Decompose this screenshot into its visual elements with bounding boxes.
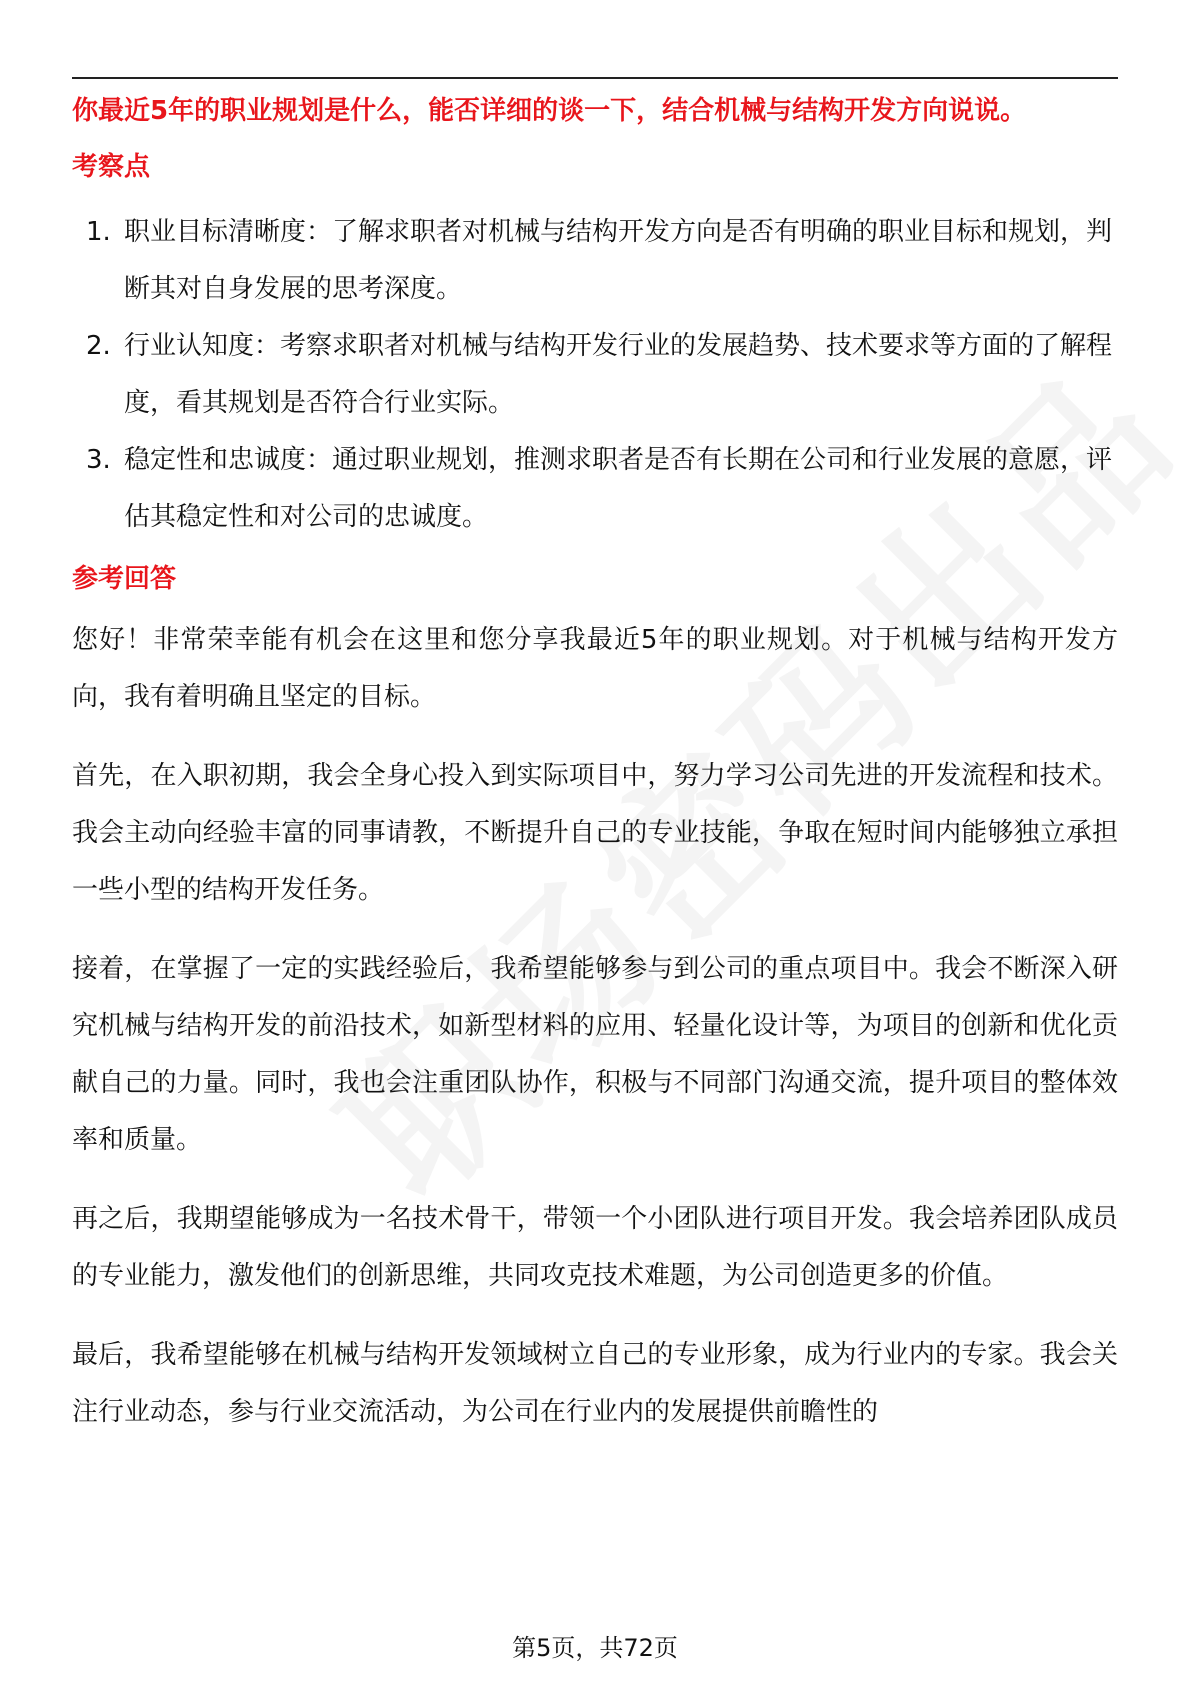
- list-item-number: 3.: [86, 445, 111, 475]
- list-item-text: 稳定性和忠诚度：通过职业规划，推测求职者是否有长期在公司和行业发展的意愿，评估其稳定性和对公司的忠诚度。: [124, 445, 1113, 532]
- list-item: [72, 318, 1118, 432]
- section-heading-kaocha: 考察点: [72, 152, 151, 182]
- answer-paragraph: 首先，在入职初期，我会全身心投入到实际项目中，努力学习公司先进的开发流程和技术。我会主动向经验丰富的同事请教，不断提升自己的专业技能，争取在短时间内能够独立承担一些小型的结构开发任务。: [72, 761, 1118, 905]
- top-rule: [72, 77, 1118, 79]
- answer-paragraph: 接着，在掌握了一定的实践经验后，我希望能够参与到公司的重点项目中。我会不断深入研究机械与结构开发的前沿技术，如新型材料的应用、轻量化设计等，为项目的创新和优化贡献自己的力量。同时，我也会注重团队协作，积极与不同部门沟通交流，提升项目的整体效率和质量。: [72, 954, 1118, 1155]
- document-body: [72, 92, 1118, 1441]
- list-item: [72, 432, 1118, 546]
- kaocha-list: [72, 204, 1118, 546]
- answer-paragraph: 最后，我希望能够在机械与结构开发领域树立自己的专业形象，成为行业内的专家。我会关注行业动态，参与行业交流活动，为公司在行业内的发展提供前瞻性的: [72, 1340, 1118, 1427]
- page-number: 第5页，共72页: [512, 1634, 678, 1662]
- list-item-text: 行业认知度：考察求职者对机械与结构开发行业的发展趋势、技术要求等方面的了解程度，看其规划是否符合行业实际。: [124, 331, 1113, 418]
- list-item-number: 1.: [86, 217, 111, 247]
- section-heading-cankao: 参考回答: [72, 564, 177, 594]
- list-item-number: 2.: [86, 331, 111, 361]
- list-item: [72, 204, 1118, 318]
- answer-paragraph: 再之后，我期望能够成为一名技术骨干，带领一个小团队进行项目开发。我会培养团队成员的专业能力，激发他们的创新思维，共同攻克技术难题，为公司创造更多的价值。: [72, 1204, 1118, 1291]
- list-item-text: 职业目标清晰度：了解求职者对机械与结构开发方向是否有明确的职业目标和规划，判断其对自身发展的思考深度。: [124, 217, 1113, 304]
- answer-paragraph: 您好！非常荣幸能有机会在这里和您分享我最近5年的职业规划。对于机械与结构开发方向，我有着明确且坚定的目标。: [72, 625, 1118, 712]
- question-title: 你最近5年的职业规划是什么，能否详细的谈一下，结合机械与结构开发方向说说。: [72, 96, 1027, 126]
